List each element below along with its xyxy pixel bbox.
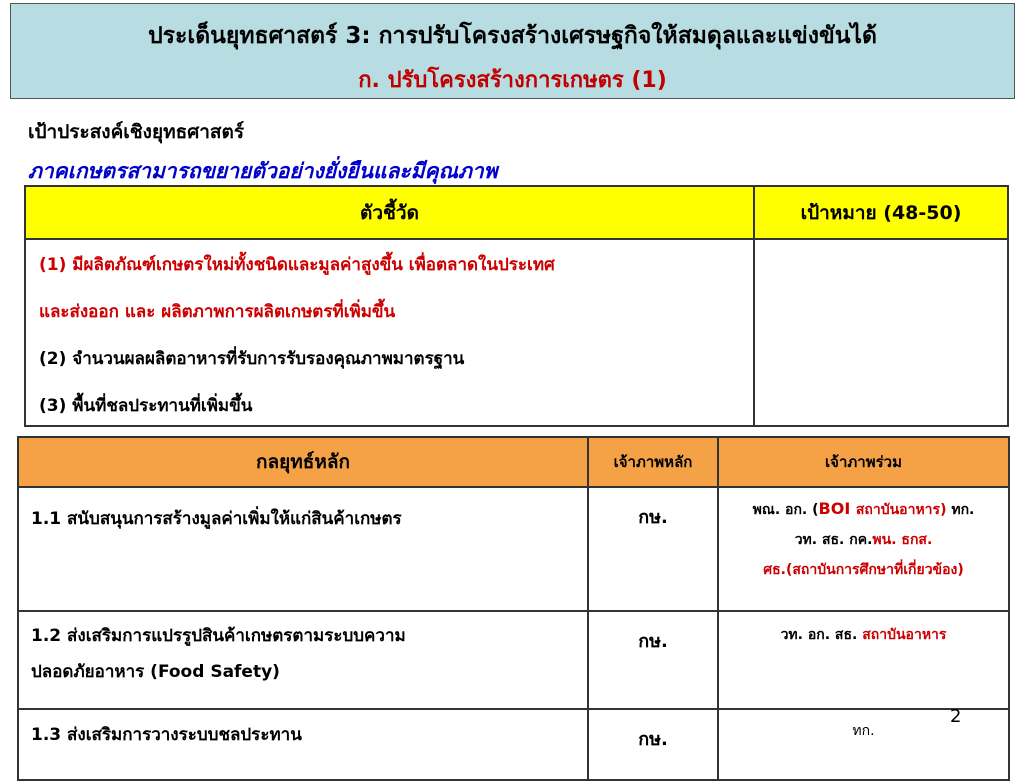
strategy-cell: 1.3 ส่งเสริมการวางระบบชลประทาน <box>18 709 588 780</box>
partner-cell: ทก. <box>718 709 1009 780</box>
strategy-cell <box>18 611 588 709</box>
strategy-header-partner: เจ้าภาพร่วม <box>718 437 1009 487</box>
strategy-line: ปลอดภัยอาหาร (Food Safety) <box>31 662 280 682</box>
kpi-item-1b: และส่งออก และ ผลิตภาพการผลิตเกษตรที่เพิ่มขึ้น <box>39 302 396 322</box>
kpi-table-header <box>25 186 1008 239</box>
title-main: การปรับโครงสร้างเศรษฐกิจให้สมดุลและแข่งขันได้ <box>378 23 877 49</box>
partner-text: วท. สธ. กค. <box>794 532 873 548</box>
title-banner <box>10 3 1015 99</box>
kpi-target-cell <box>754 239 1008 426</box>
kpi-table <box>24 185 1009 427</box>
owner-cell: กษ. <box>588 487 718 611</box>
partner-text-highlight: สถาบันอาหาร <box>862 627 947 643</box>
owner-cell: กษ. <box>588 611 718 709</box>
kpi-indicators-cell <box>25 239 754 426</box>
partner-text-highlight: ศธ.(สถาบันการศึกษาที่เกี่ยวข้อง) <box>763 562 964 578</box>
kpi-item-3: (3) พื้นที่ชลประทานที่เพิ่มขึ้น <box>39 396 253 416</box>
partner-cell <box>718 611 1009 709</box>
objective-text: ภาคเกษตรสามารถขยายตัวอย่างยั่งยืนและมีคุณภาพ <box>28 159 498 183</box>
partner-cell <box>718 487 1009 611</box>
partner-text: ทก. <box>946 502 975 518</box>
objective-label: เป้าประสงค์เชิงยุทธศาสตร์ <box>28 121 245 143</box>
partner-text-highlight: BOI <box>818 499 856 518</box>
table-row <box>18 611 1009 709</box>
strategy-table-header <box>18 437 1009 487</box>
page-number: 2 <box>950 706 962 727</box>
strategy-line: 1.2 ส่งเสริมการแปรรูปสินค้าเกษตรตามระบบความ <box>31 626 406 646</box>
partner-text-highlight: สถาบันอาหาร) <box>855 502 947 518</box>
partner-text: พณ. อก. ( <box>752 502 819 518</box>
owner-cell: กษ. <box>588 709 718 780</box>
partner-line <box>719 494 1008 525</box>
kpi-item-1a: (1) มีผลิตภัณฑ์เกษตรใหม่ทั้งชนิดและมูลค่าสูงขึ้น เพื่อตลาดในประเทศ <box>39 255 555 275</box>
table-row <box>18 709 1009 780</box>
strategy-cell: 1.1 สนับสนุนการสร้างมูลค่าเพิ่มให้แก่สินค้าเกษตร <box>18 487 588 611</box>
kpi-item-2: (2) จำนวนผลผลิตอาหารที่รับการรับรองคุณภาพมาตรฐาน <box>39 349 465 369</box>
kpi-table-row <box>25 239 1008 426</box>
partner-line <box>719 555 1008 585</box>
kpi-header-indicator: ตัวชี้วัด <box>25 186 754 239</box>
title-subheading: ก. ปรับโครงสร้างการเกษตร (1) <box>358 68 667 93</box>
title-prefix: ประเด็นยุทธศาสตร์ 3: <box>148 23 379 49</box>
strategy-table <box>17 436 1010 781</box>
kpi-header-target: เป้าหมาย (48-50) <box>754 186 1008 239</box>
strategy-header-owner: เจ้าภาพหลัก <box>588 437 718 487</box>
table-row <box>18 487 1009 611</box>
title-heading <box>11 18 1014 54</box>
partner-line <box>719 525 1008 555</box>
strategy-header-main: กลยุทธ์หลัก <box>18 437 588 487</box>
partner-text: วท. อก. สธ. <box>780 627 863 643</box>
partner-text-highlight: พน. ธกส. <box>872 532 933 548</box>
